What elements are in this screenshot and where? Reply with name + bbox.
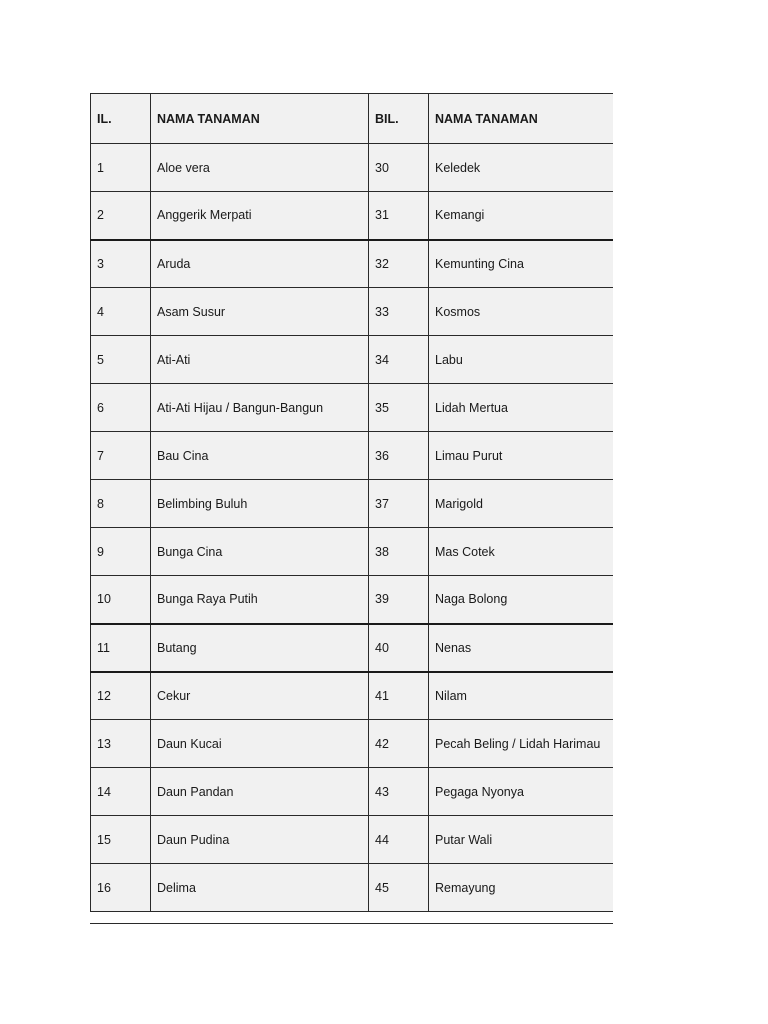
row-number-cell: 38: [369, 528, 429, 576]
row-number-cell: 32: [369, 240, 429, 288]
plant-name-cell: Bunga Raya Putih: [151, 576, 369, 624]
table-row: [91, 528, 614, 576]
row-number-cell: 33: [369, 288, 429, 336]
row-number-cell: 7: [91, 432, 151, 480]
table-row: [91, 384, 614, 432]
row-number-cell: 42: [369, 720, 429, 768]
plant-name-cell: Kemangi: [429, 192, 614, 240]
table-row: [91, 288, 614, 336]
table-row: [91, 672, 614, 720]
row-number-cell: 43: [369, 768, 429, 816]
table-row: [91, 192, 614, 240]
table-row: [91, 432, 614, 480]
row-number-cell: 11: [91, 624, 151, 672]
header-nama-2: NAMA TANAMAN: [429, 94, 614, 144]
plant-table-container: [90, 93, 613, 924]
plant-name-cell: Mas Cotek: [429, 528, 614, 576]
table-row: [91, 624, 614, 672]
plant-name-cell: Labu: [429, 336, 614, 384]
table-row: [91, 576, 614, 624]
row-number-cell: 2: [91, 192, 151, 240]
plant-name-cell: Kemunting Cina: [429, 240, 614, 288]
header-nama-1: NAMA TANAMAN: [151, 94, 369, 144]
row-number-cell: 31: [369, 192, 429, 240]
row-number-cell: 6: [91, 384, 151, 432]
plant-name-cell: Aloe vera: [151, 144, 369, 192]
table-row: [91, 144, 614, 192]
row-number-cell: 39: [369, 576, 429, 624]
plant-name-cell: Aruda: [151, 240, 369, 288]
row-number-cell: 14: [91, 768, 151, 816]
row-number-cell: 15: [91, 816, 151, 864]
row-number-cell: 35: [369, 384, 429, 432]
plant-name-cell: Marigold: [429, 480, 614, 528]
plant-name-cell: Nenas: [429, 624, 614, 672]
plant-name-cell: Butang: [151, 624, 369, 672]
row-number-cell: 10: [91, 576, 151, 624]
plant-name-cell: Nilam: [429, 672, 614, 720]
table-row: [91, 720, 614, 768]
row-number-cell: 9: [91, 528, 151, 576]
plant-name-cell: Ati-Ati Hijau / Bangun-Bangun: [151, 384, 369, 432]
table-row: [91, 480, 614, 528]
plant-name-cell: Bunga Cina: [151, 528, 369, 576]
table-row: [91, 864, 614, 912]
plant-name-cell: Daun Kucai: [151, 720, 369, 768]
row-number-cell: 37: [369, 480, 429, 528]
row-number-cell: 1: [91, 144, 151, 192]
plant-name-cell: Asam Susur: [151, 288, 369, 336]
plant-name-cell: Naga Bolong: [429, 576, 614, 624]
row-number-cell: 16: [91, 864, 151, 912]
plant-name-cell: Daun Pudina: [151, 816, 369, 864]
row-number-cell: 40: [369, 624, 429, 672]
plant-name-cell: Lidah Mertua: [429, 384, 614, 432]
plant-name-cell: Pecah Beling / Lidah Harimau: [429, 720, 614, 768]
plant-name-cell: Belimbing Buluh: [151, 480, 369, 528]
plant-name-cell: Kosmos: [429, 288, 614, 336]
table-row: [91, 768, 614, 816]
table-row: [91, 816, 614, 864]
plant-name-cell: Cekur: [151, 672, 369, 720]
plant-name-cell: Limau Purut: [429, 432, 614, 480]
row-number-cell: 8: [91, 480, 151, 528]
table-header-row: [91, 94, 614, 144]
table-row: [91, 336, 614, 384]
plant-name-cell: Delima: [151, 864, 369, 912]
plant-name-cell: Bau Cina: [151, 432, 369, 480]
header-bil-2: BIL.: [369, 94, 429, 144]
plant-name-cell: Remayung: [429, 864, 614, 912]
plant-name-cell: Daun Pandan: [151, 768, 369, 816]
row-number-cell: 30: [369, 144, 429, 192]
row-number-cell: 36: [369, 432, 429, 480]
plant-name-cell: Ati-Ati: [151, 336, 369, 384]
plant-name-cell: Anggerik Merpati: [151, 192, 369, 240]
plant-name-cell: Pegaga Nyonya: [429, 768, 614, 816]
row-number-cell: 13: [91, 720, 151, 768]
row-number-cell: 41: [369, 672, 429, 720]
plant-name-cell: Putar Wali: [429, 816, 614, 864]
row-number-cell: 44: [369, 816, 429, 864]
row-number-cell: 3: [91, 240, 151, 288]
row-number-cell: 45: [369, 864, 429, 912]
row-number-cell: 12: [91, 672, 151, 720]
plant-table: [90, 93, 613, 912]
header-bil-1: IL.: [91, 94, 151, 144]
row-number-cell: 4: [91, 288, 151, 336]
row-number-cell: 5: [91, 336, 151, 384]
plant-name-cell: Keledek: [429, 144, 614, 192]
table-row: [91, 240, 614, 288]
row-number-cell: 34: [369, 336, 429, 384]
